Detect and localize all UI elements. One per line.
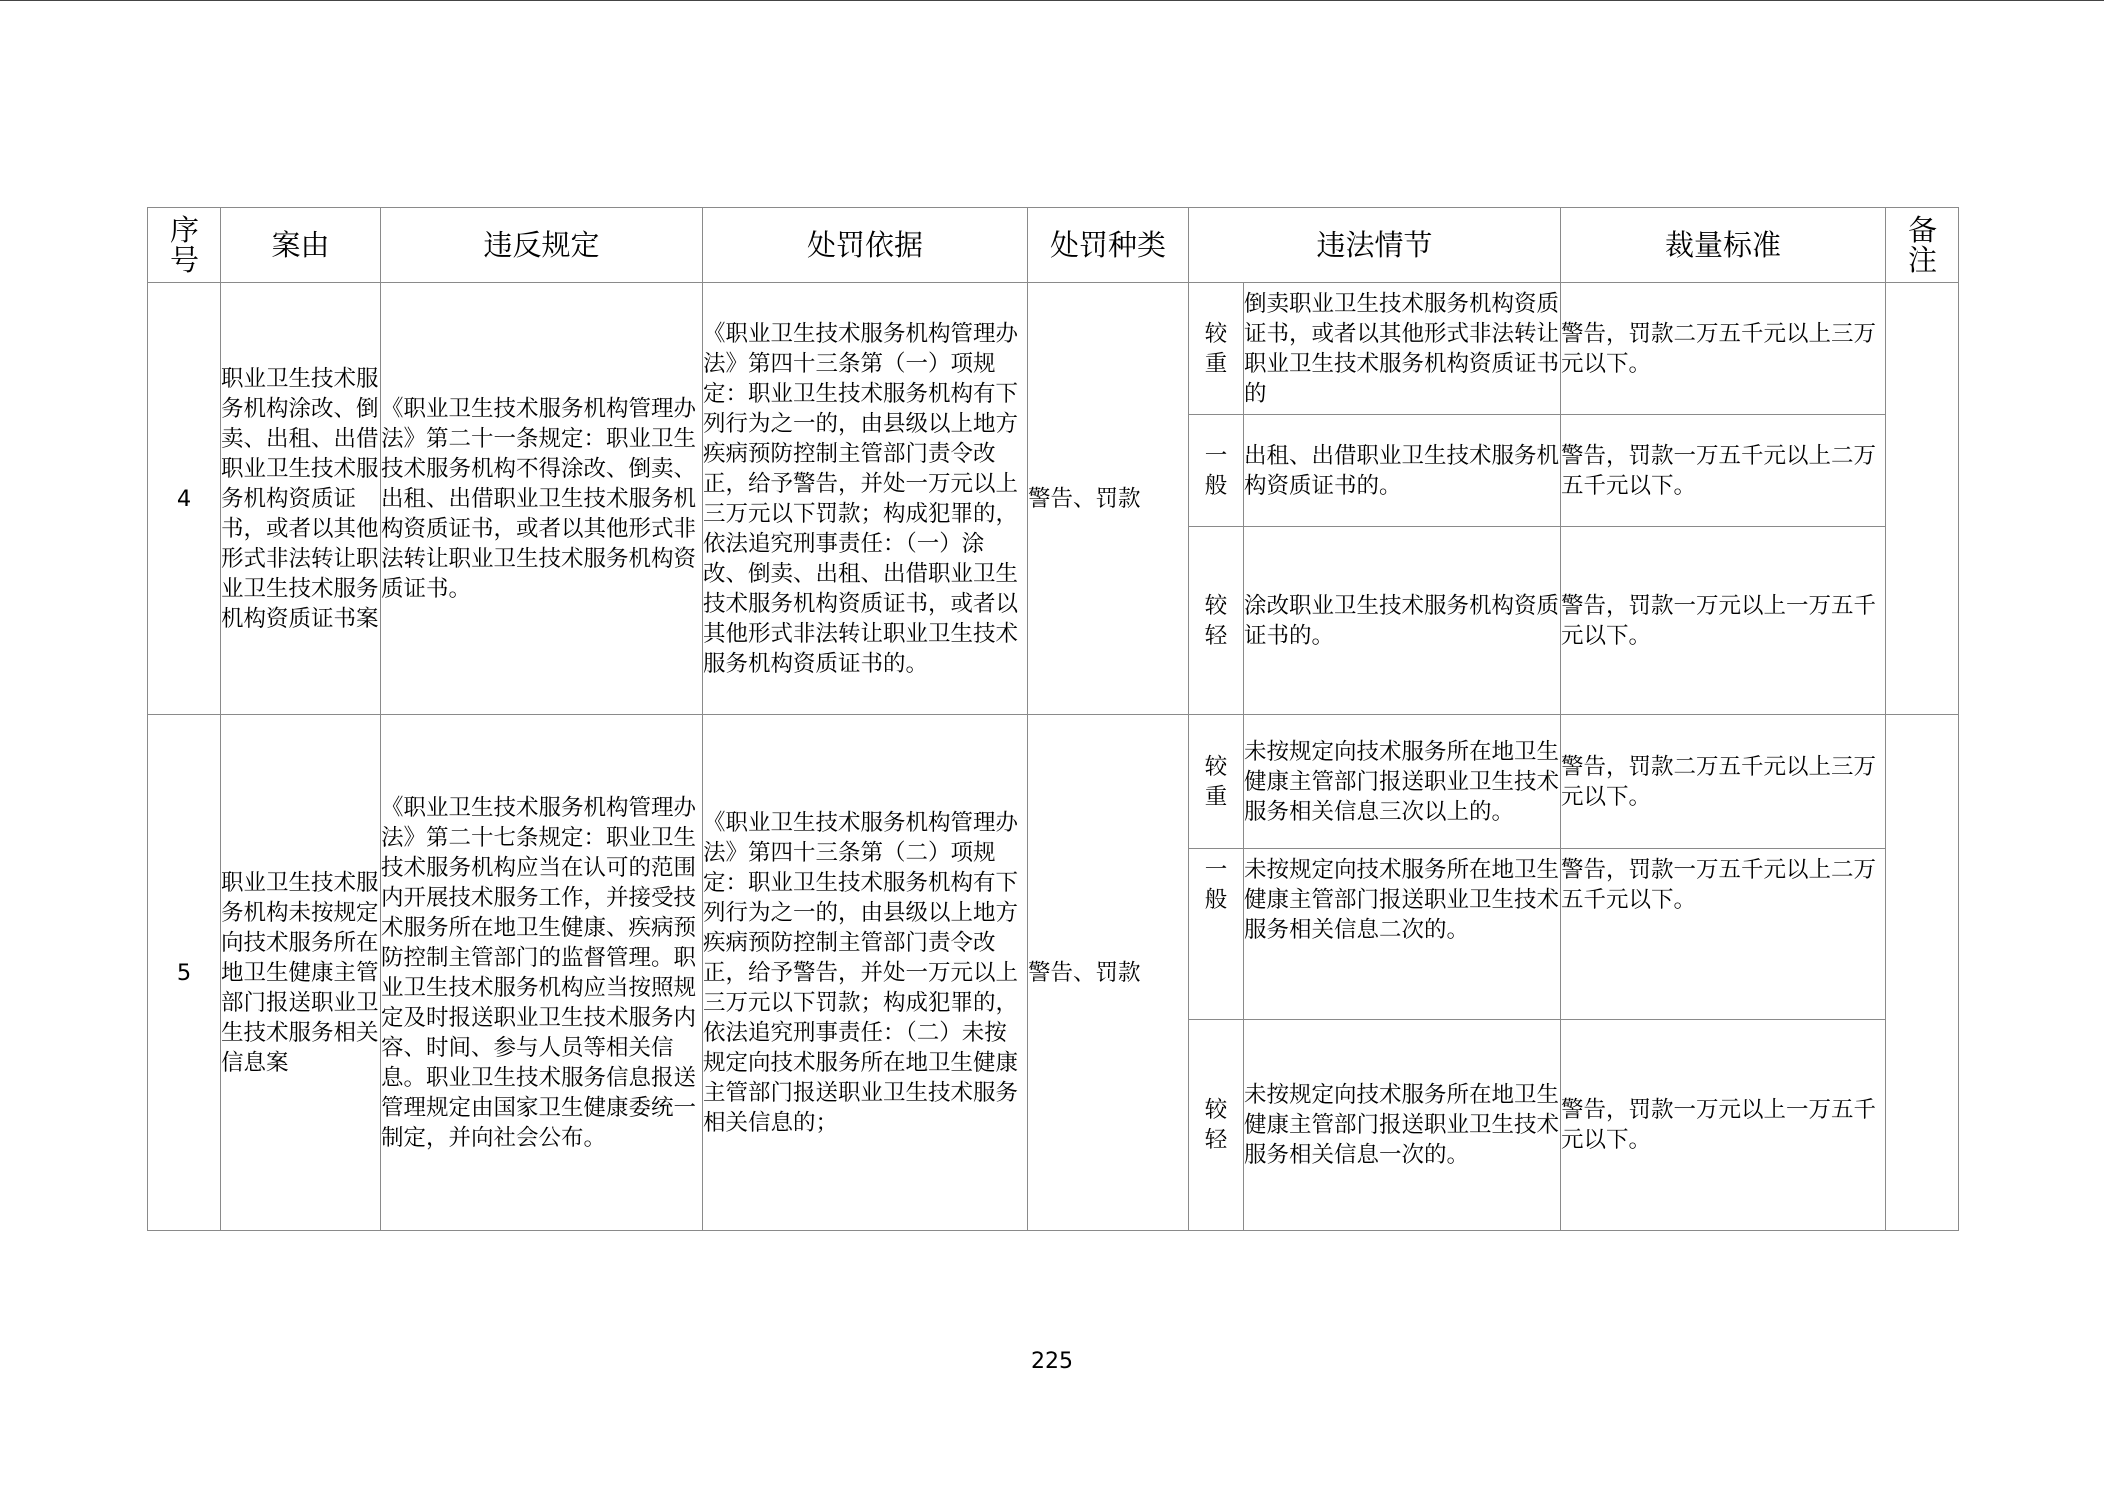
row-violation: 《职业卫生技术服务机构管理办法》第二十七条规定：职业卫生技术服务机构应当在认可的范围内开展技术服务工作，并接受技术服务所在地卫生健康、疾病预防控制主管部门的监督管理。职业卫生技术服务机构应当按照规定及时报送职业卫生技术服务内容、时间、参与人员等相关信息。职业卫生技术服务信息报送管理规定由国家卫生健康委统一制定，并向社会公布。 bbox=[381, 715, 703, 1231]
penalty-standard-table bbox=[147, 207, 1959, 1231]
circumstance-cell: 倒卖职业卫生技术服务机构资质证书，或者以其他形式非法转让职业卫生技术服务机构资质证书的 bbox=[1244, 283, 1561, 415]
standard-cell: 警告，罚款一万元以上一万五千元以下。 bbox=[1561, 527, 1886, 715]
circumstance-cell: 未按规定向技术服务所在地卫生健康主管部门报送职业卫生技术服务相关信息一次的。 bbox=[1244, 1020, 1561, 1231]
level-minor: 较轻 bbox=[1189, 527, 1244, 715]
row-violation: 《职业卫生技术服务机构管理办法》第二十一条规定：职业卫生技术服务机构不得涂改、倒卖、出租、出借职业卫生技术服务机构资质证书，或者以其他形式非法转让职业卫生技术服务机构资质证书。 bbox=[381, 283, 703, 715]
standard-cell: 警告，罚款一万五千元以上二万五千元以下。 bbox=[1561, 415, 1886, 527]
row-seq: 4 bbox=[148, 283, 221, 715]
table-row bbox=[148, 283, 1959, 415]
row-basis: 《职业卫生技术服务机构管理办法》第四十三条第（一）项规定：职业卫生技术服务机构有下列行为之一的，由县级以上地方疾病预防控制主管部门责令改正，给予警告，并处一万元以上三万元以下罚款；构成犯罪的，依法追究刑事责任：（一）涂改、倒卖、出租、出借职业卫生技术服务机构资质证书，或者以其他形式非法转让职业卫生技术服务机构资质证书的。 bbox=[703, 283, 1028, 715]
header-seq: 序号 bbox=[148, 208, 221, 283]
header-remark: 备注 bbox=[1886, 208, 1959, 283]
level-serious: 较重 bbox=[1189, 283, 1244, 415]
page-top-border bbox=[0, 0, 2104, 1]
page-number: 225 bbox=[1031, 1349, 1073, 1374]
row-seq: 5 bbox=[148, 715, 221, 1231]
row-case: 职业卫生技术服务机构涂改、倒卖、出租、出借职业卫生技术服务机构资质证书，或者以其他形式非法转让职业卫生技术服务机构资质证书案 bbox=[221, 283, 381, 715]
level-general: 一般 bbox=[1189, 849, 1244, 1020]
circumstance-cell: 未按规定向技术服务所在地卫生健康主管部门报送职业卫生技术服务相关信息三次以上的。 bbox=[1244, 715, 1561, 849]
remark-cell bbox=[1886, 715, 1959, 1231]
table-row bbox=[148, 715, 1959, 849]
level-serious: 较重 bbox=[1189, 715, 1244, 849]
header-case: 案由 bbox=[221, 208, 381, 283]
header-row bbox=[148, 208, 1959, 283]
standard-cell: 警告，罚款一万元以上一万五千元以下。 bbox=[1561, 1020, 1886, 1231]
row-kind: 警告、罚款 bbox=[1028, 283, 1189, 715]
level-minor: 较轻 bbox=[1189, 1020, 1244, 1231]
row-case: 职业卫生技术服务机构未按规定向技术服务所在地卫生健康主管部门报送职业卫生技术服务相关信息案 bbox=[221, 715, 381, 1231]
standard-cell: 警告，罚款一万五千元以上二万五千元以下。 bbox=[1561, 849, 1886, 1020]
standard-cell: 警告，罚款二万五千元以上三万元以下。 bbox=[1561, 283, 1886, 415]
standard-cell: 警告，罚款二万五千元以上三万元以下。 bbox=[1561, 715, 1886, 849]
row-basis: 《职业卫生技术服务机构管理办法》第四十三条第（二）项规定：职业卫生技术服务机构有下列行为之一的，由县级以上地方疾病预防控制主管部门责令改正，给予警告，并处一万元以上三万元以下罚款；构成犯罪的，依法追究刑事责任：（二）未按规定向技术服务所在地卫生健康主管部门报送职业卫生技术服务相关信息的； bbox=[703, 715, 1028, 1231]
circumstance-cell: 出租、出借职业卫生技术服务机构资质证书的。 bbox=[1244, 415, 1561, 527]
remark-cell bbox=[1886, 283, 1959, 715]
header-violation: 违反规定 bbox=[381, 208, 703, 283]
level-general: 一般 bbox=[1189, 415, 1244, 527]
row-kind: 警告、罚款 bbox=[1028, 715, 1189, 1231]
header-basis: 处罚依据 bbox=[703, 208, 1028, 283]
header-circumstance: 违法情节 bbox=[1189, 208, 1561, 283]
header-kind: 处罚种类 bbox=[1028, 208, 1189, 283]
circumstance-cell: 涂改职业卫生技术服务机构资质证书的。 bbox=[1244, 527, 1561, 715]
circumstance-cell: 未按规定向技术服务所在地卫生健康主管部门报送职业卫生技术服务相关信息二次的。 bbox=[1244, 849, 1561, 1020]
header-standard: 裁量标准 bbox=[1561, 208, 1886, 283]
